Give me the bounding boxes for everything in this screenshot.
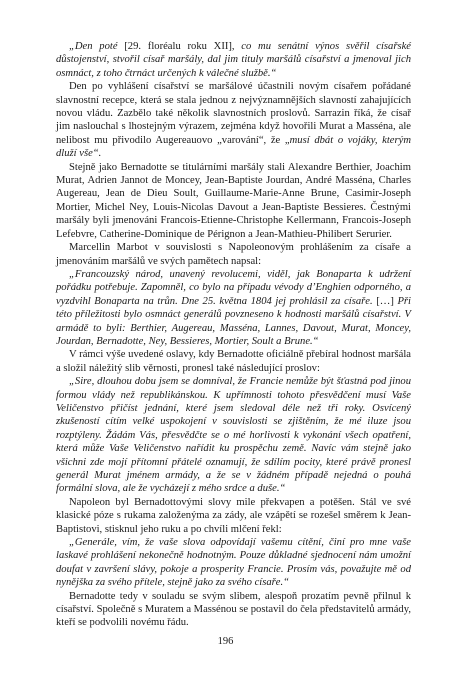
paragraph xyxy=(56,348,411,375)
quote-text: musí dbát o vojáky, kterým dluží vše“. xyxy=(56,134,411,160)
quote-text: co mu senátní výnos svěřil císařské důstojenství, stvořil císař maršály, dal jim tituly maršálů císařství a jmenoval jich osmnáct, z toho čtrnáct určených k válečné službě.“ xyxy=(56,41,411,79)
paragraph-text: Bernadotte tedy v souladu se svým slibem, alespoň prozatím pevně přilnul k císařství. Společně s Muratem a Massénou se postavil do čela představitelů armády, kteří se podvolili novému řádu. xyxy=(56,590,411,629)
quote-text: Při této příležitosti bylo osmnáct generálů povzneseno k hodnosti maršálů císařství. V armádě to byli: Berthier, Augereau, Masséna, Lannes, Davout, Murat, Moncey, Jourdan, Bernadotte, Ney, Bessieres, Mortier, Soult a Brune.“ xyxy=(56,295,411,347)
paragraph xyxy=(56,241,411,268)
paragraph-text: Napoleon byl Bernadottovými slovy mile překvapen a potěšen. Stál ve své klasické póze s rukama založenýma za zády, ale vzápětí se rozešel směrem k Jean-Baptistovi, stisknul jeho ruku a po chvíli mlčení řekl: xyxy=(56,496,411,535)
quote-text: „Sire, dlouhou dobu jsem se domníval, že Francie nemůže být šťastná pod jinou formou vlády než republikánskou. K upřímnosti tohoto přesvědčení musí Vaše Veličenstvo přičíst jednání, které jsem sledoval déle než tři roky. Osvícený zkušeností cítím velké uspokojení v souvislosti se zjištěním, že mé iluze jsou rozptýleny. Žádám Vás, přesvědčte se o mé horlivosti k vykonání všech opatření, která může Vaše Veličenstvo nařídit ku prospěchu země. Navíc vám stejně jako všichni zde mojí přítomní přátelé oznamují, že sdílím pocity, které právě pronesl generál Murat jménem armády, a že se v žádném případě nejedná o pouhá formální slova, ale že vycházejí z mého srdce a duše.“ xyxy=(56,376,411,495)
paragraph-text: V rámci výše uvedené oslavy, kdy Bernadotte oficiálně přebíral hodnost maršála a složil náležitý slib věrnosti, pronesl také následující proslov: xyxy=(56,349,411,374)
paragraph xyxy=(56,590,411,630)
paragraph-marbot-quote xyxy=(56,268,411,348)
quote-text: „Francouzský národ, unavený revolucemi, viděl, jak Bonaparta k udržení pořádku potřebuje. Zapomněl, co bylo na případu vévody d’Enghien odporného, a vyzdvihl Bonaparta na trůn. Dne 25. května 1804 jej prohlásil za císaře. xyxy=(56,268,411,307)
date-insert: [29. floréalu roku XII], xyxy=(117,41,242,52)
paragraph xyxy=(56,161,411,241)
ellipsis-insert: […] xyxy=(372,295,398,307)
paragraph-text: Marcellin Marbot v souvislosti s Napoleonovým prohlášením za císaře a jmenováním maršálů ve svých pamětech napsal: xyxy=(56,242,411,267)
body-text xyxy=(56,40,411,630)
paragraph xyxy=(56,80,411,160)
paragraph-text: Stejně jako Bernadotte se titulárními maršály stali Alexandre Berthier, Joachim Murat, Adrien Jannot de Moncey, Jean-Baptiste Jourdan, André Masséna, Charles Augereau, Jean de Dieu Soult, Guillaume-Marie-Anne Brune, Casimir-Joseph Mortier, Michel Ney, Louis-Nicolas Davout a Jean-Baptiste Bessieres. Čestnými maršály byli jmenováni Francois-Etienne-Christophe Kellermann, Francois-Joseph Lefebvre, Catherine-Dominique de Pérignon a Jean-Mathieu-Philibert Serurier. xyxy=(56,161,411,240)
paragraph-napoleon-speech xyxy=(56,536,411,590)
quote-text: „Generále, vím, že vaše slova odpovídají vašemu cítění, činí pro mne vaše laskavé prohlášení nekonečně hodnotným. Pouze důkladné sjednocení nám umožní doufat v završení slávy, pokoje a prosperity Francie. Prosím vás, považujte mě od nynějška za svého přítele, stejně jako za svého císaře.“ xyxy=(56,537,411,589)
paragraph-opening-quote xyxy=(56,40,411,80)
paragraph-text: Den po vyhlášení císařství se maršálové účastnili novým císařem pořádané slavnostní recepce, která se stala jednou z nejvýznamnějších slavností zahajujících novou vládu. Zazbělo také několik slavnostních proslovů. Sarrazin říká, že císař jim naslouchal s lhostejným výrazem, zejména když hovořili Murat a Masséna, ale nelibost mu přivodilo Augereauovo „varování“, že „ xyxy=(56,81,411,146)
paragraph-bernadotte-speech xyxy=(56,375,411,496)
paragraph xyxy=(56,496,411,536)
page-number: 196 xyxy=(217,636,234,647)
quote-text: „Den poté xyxy=(69,41,118,52)
